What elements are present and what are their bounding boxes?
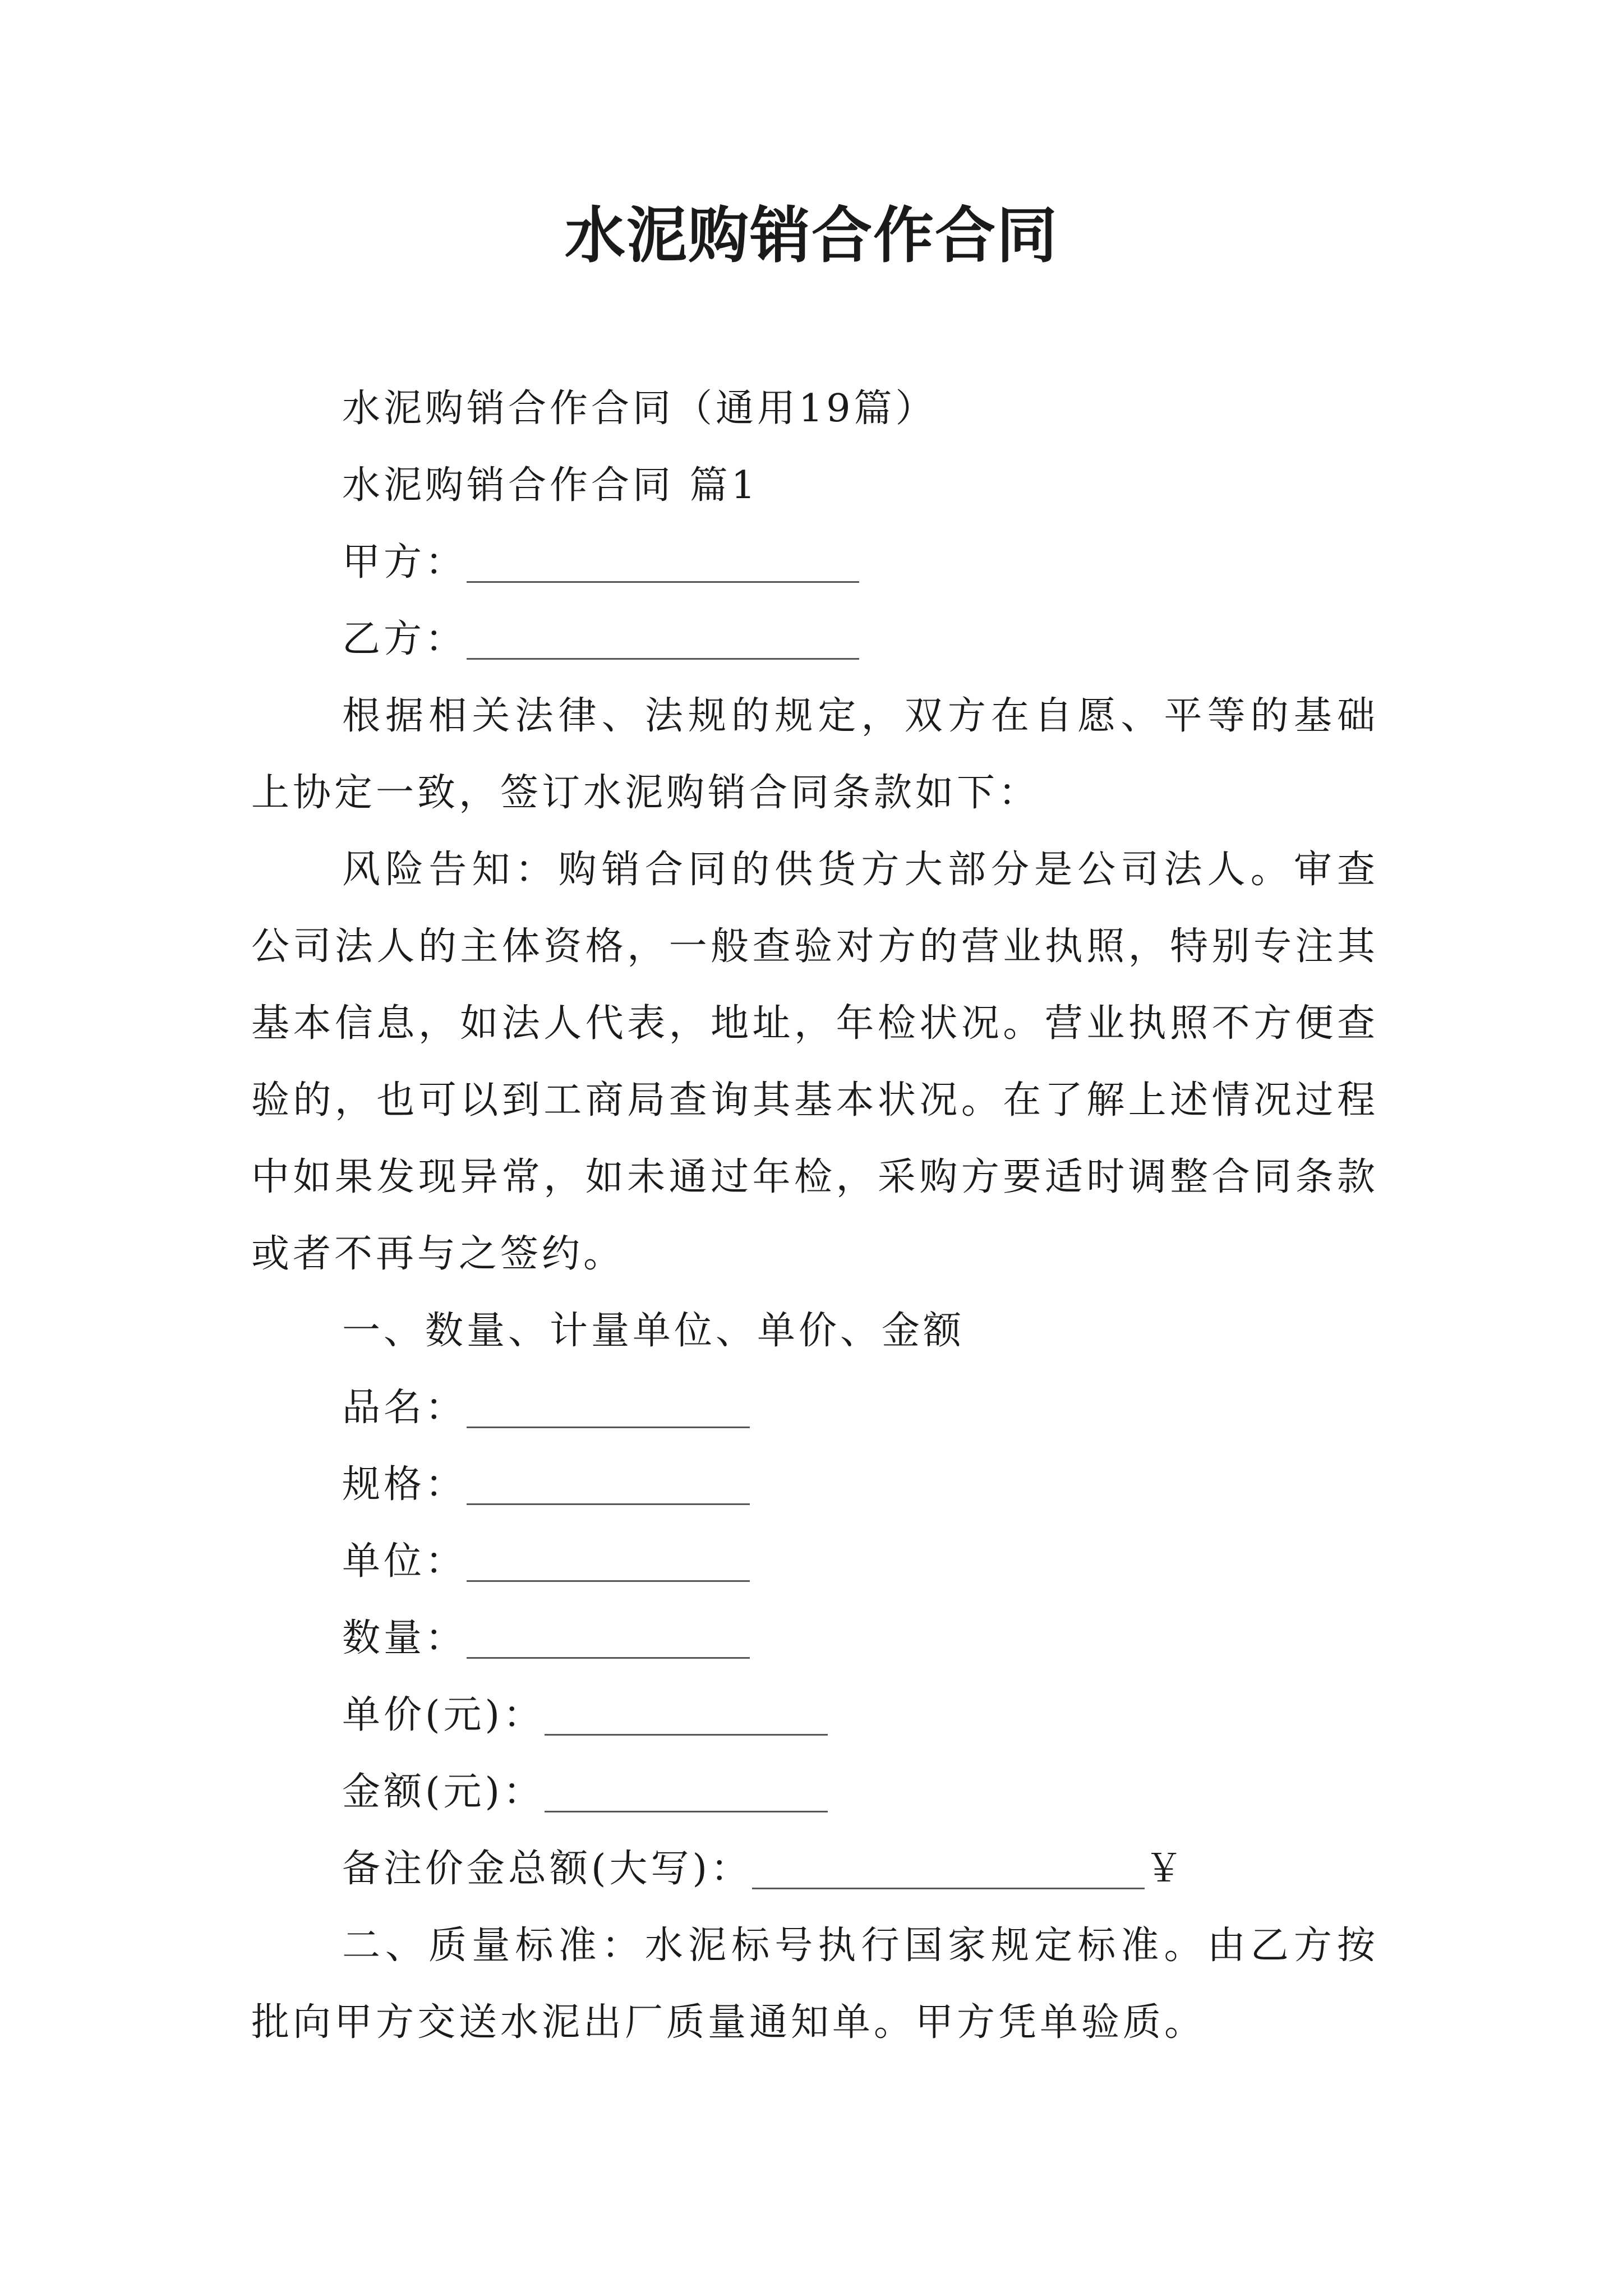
spec-blank: [467, 1458, 750, 1505]
party-b-blank: [467, 613, 859, 660]
unit-price-blank: [545, 1689, 828, 1736]
amount-line: [251, 1754, 1378, 1830]
unit-price-line: [251, 1677, 1378, 1754]
quantity-line: [251, 1600, 1378, 1677]
total-line: [251, 1830, 1378, 1907]
unit-label: 单位：: [342, 1539, 467, 1584]
currency-symbol: ￥: [1145, 1847, 1187, 1891]
unit-price-label: 单价(元)：: [342, 1693, 545, 1737]
section-1-heading: 一、数量、计量单位、单价、金额: [342, 1309, 965, 1353]
party-a-line: [251, 524, 1378, 601]
total-blank: [752, 1843, 1145, 1889]
intro-paragraph: 根据相关法律、法规的规定，双方在自愿、平等的基础上协定一致，签订水泥购销合同条款如下：: [251, 694, 1378, 815]
unit-line: [251, 1523, 1378, 1600]
product-name-blank: [467, 1382, 750, 1428]
spec-label: 规格：: [342, 1462, 467, 1507]
party-b-label: 乙方：: [342, 617, 467, 661]
document-title: 水泥购销合作合同: [564, 200, 1058, 271]
party-a-label: 甲方：: [342, 540, 467, 585]
quantity-blank: [467, 1612, 750, 1659]
total-label: 备注价金总额(大写)：: [342, 1847, 753, 1891]
party-b-line: [251, 601, 1378, 678]
section-2-paragraph: 二、质量标准：水泥标号执行国家规定标准。由乙方按批向甲方交送水泥出厂质量通知单。甲方凭单验质。: [251, 1924, 1378, 2045]
amount-label: 金额(元)：: [342, 1770, 545, 1814]
quantity-label: 数量：: [342, 1616, 467, 1660]
unit-blank: [467, 1535, 750, 1582]
product-name-label: 品名：: [342, 1386, 467, 1430]
party-a-blank: [467, 536, 859, 583]
product-name-line: [251, 1369, 1378, 1446]
subtitle-line: 水泥购销合作合同（通用19篇）: [342, 386, 937, 431]
amount-blank: [545, 1766, 828, 1812]
chapter-heading: 水泥购销合作合同 篇1: [342, 463, 759, 508]
risk-notice-paragraph: 风险告知：购销合同的供货方大部分是公司法人。审查公司法人的主体资格，一般查验对方的营业执照，特别专注其基本信息，如法人代表，地址，年检状况。营业执照不方便查验的，也可以到工商局查询其基本状况。在了解上述情况过程中如果发现异常，如未通过年检，采购方要适时调整合同条款或者不再与之签约。: [251, 848, 1378, 1276]
spec-line: [251, 1446, 1378, 1523]
document-body: [251, 370, 1378, 2061]
